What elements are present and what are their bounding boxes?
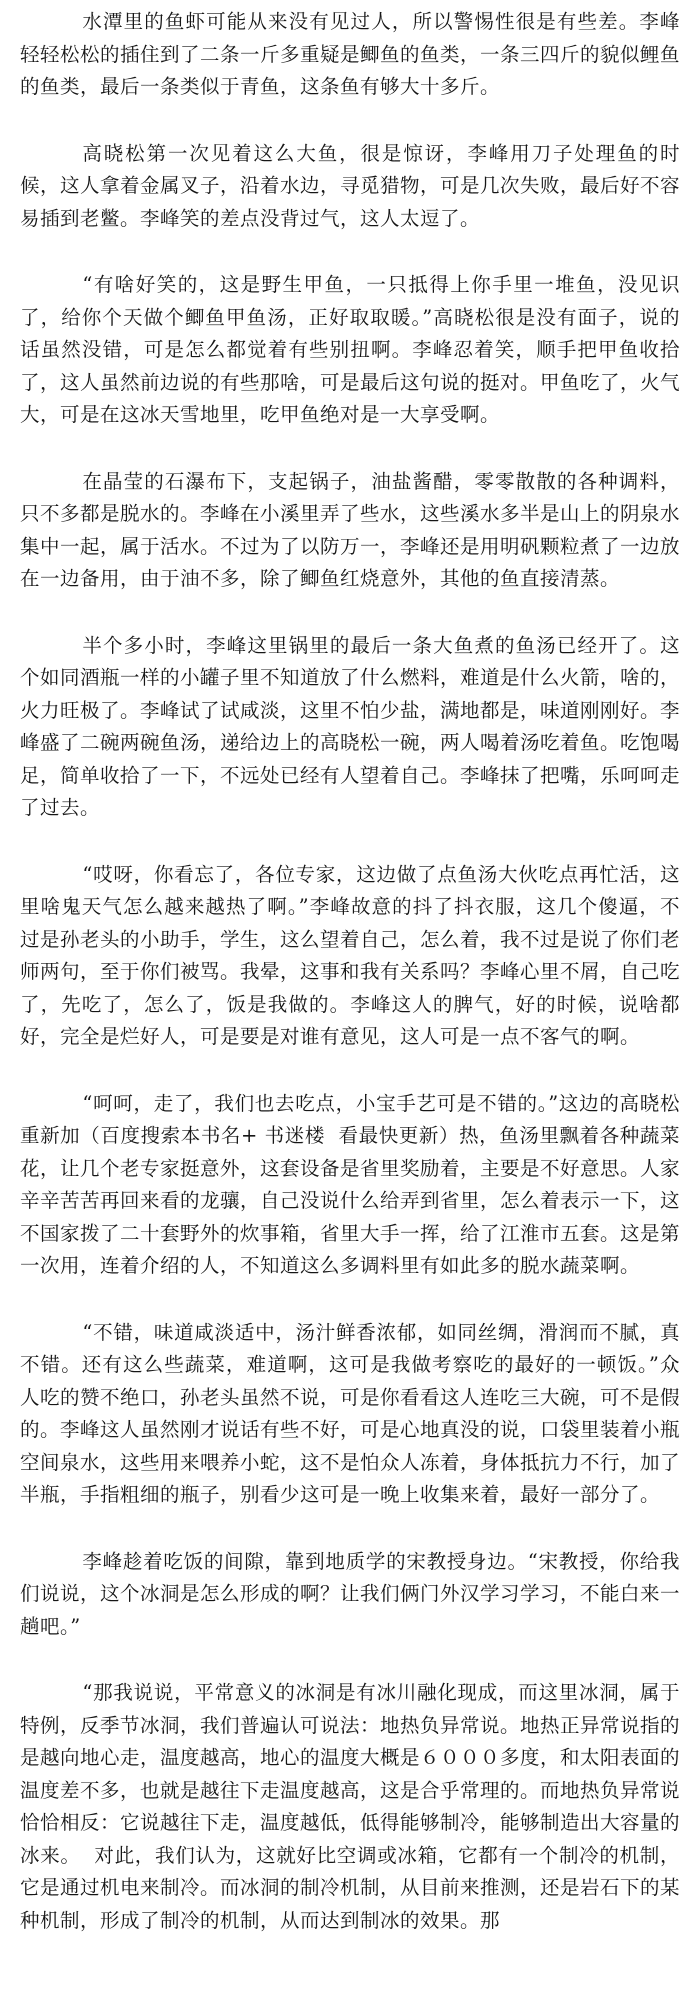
paragraph: “呵呵，走了，我们也去吃点，小宝手艺可是不错的。”这边的高晓松重新加（百度搜索本书名+ 书迷楼 看最快更新）热，鱼汤里飘着各种蔬菜花，让几个老专家挺意外，这套设备是省里奖励着，主要是不好意思。人家辛辛苦苦再回来看的龙骧，自己没说什么给弄到省里，怎么着表示一下，这不国家拨了二十套野外的炊事箱，省里大手一挥，给了江淮市五套。这是第一次用，连着介绍的人，不知道这么多调料里有如此多的脱水蔬菜啊。 (20, 1091, 681, 1277)
paragraph: 在晶莹的石瀑布下，支起锅子，油盐酱醋，零零散散的各种调料，只不多都是脱水的。李峰在小溪里弄了些水，这些溪水多半是山上的阴泉水集中一起，属于活水。不过为了以防万一，李峰还是用明矾颗粒煮了一边放在一边备用，由于油不多，除了鲫鱼红烧意外，其他的鱼直接清蒸。 (20, 469, 681, 590)
paragraph: “有啥好笑的，这是野生甲鱼，一只抵得上你手里一堆鱼，没见识了，给你个天做个鲫鱼甲鱼汤，正好取取暖。”高晓松很是没有面子，说的话虽然没错，可是怎么都觉着有些别扭啊。李峰忍着笑，顺手把甲鱼收拾了，这人虽然前边说的有些那啥，可是最后这句说的挺对。甲鱼吃了，火气大，可是在这冰天雪地里，吃甲鱼绝对是一大享受啊。 (20, 273, 681, 426)
paragraph: 半个多小时，李峰这里锅里的最后一条大鱼煮的鱼汤已经开了。这个如同酒瓶一样的小罐子里不知道放了什么燃料，难道是什么火箭，啥的，火力旺极了。李峰试了试咸淡，这里不怕少盐，满地都是，味道刚刚好。李峰盛了二碗两碗鱼汤，递给边上的高晓松一碗，两人喝着汤吃着鱼。吃饱喝足，简单收拾了一下，不远处已经有人望着自己。李峰抹了把嘴，乐呵呵走了过去。 (20, 633, 681, 819)
paragraph: “哎呀，你看忘了，各位专家，这边做了点鱼汤大伙吃点再忙活，这里啥鬼天气怎么越来越热了啊。”李峰故意的抖了抖衣服，这几个傻逼，不过是孙老头的小助手，学生，这么望着自己，怎么着，我不过是说了你们老师两句，至于你们被骂。我晕，这事和我有关系吗？李峰心里不屑，自己吃了，先吃了，怎么了，饭是我做的。李峰这人的脾气，好的时候，说啥都好，完全是烂好人，可是要是对谁有意见，这人可是一点不客气的啊。 (20, 862, 681, 1048)
paragraph: “那我说说，平常意义的冰洞是有冰川融化现成，而这里冰洞，属于特例，反季节冰洞，我们普遍认可说法：地热负异常说。地热正异常说指的是越向地心走，温度越高，地心的温度大概是６０００多度，和太阳表面的温度差不多，也就是越往下走温度越高，这是合乎常理的。而地热负异常说恰恰相反：它说越往下走，温度越低，低得能够制冷，能够制造出大容量的冰来。 对此，我们认为，这就好比空调或冰箱，它都有一个制冷的机制，它是通过机电来制冷。而冰洞的制冷机制，从目前来推测，还是岩石下的某种机制，形成了制冷的机制，从而达到制冰的效果。那 (20, 1681, 681, 1932)
paragraph: 水潭里的鱼虾可能从来没有见过人，所以警惕性很是有些差。李峰轻轻松松的插住到了二条一斤多重疑是鲫鱼的鱼类，一条三四斤的貌似鲤鱼的鱼类，最后一条类似于青鱼，这条鱼有够大十多斤。 (20, 10, 681, 98)
paragraph: 李峰趁着吃饭的间隙，靠到地质学的宋教授身边。“宋教授，你给我们说说，这个冰洞是怎么形成的啊？让我们俩门外汉学习学习，不能白来一趟吧。” (20, 1549, 681, 1638)
paragraph: “不错，味道咸淡适中，汤汁鲜香浓郁，如同丝绸，滑润而不腻，真不错。还有这么些蔬菜，难道啊，这可是我做考察吃的最好的一顿饭。”众人吃的赞不绝口，孙老头虽然不说，可是你看看这人连吃三大碗，可不是假的。李峰这人虽然刚才说话有些不好，可是心地真没的说，口袋里装着小瓶空间泉水，这些用来喂养小蛇，这不是怕众人冻着，身体抵抗力不行，加了半瓶，手指粗细的瓶子，别看少这可是一晚上收集来着，最好一部分了。 (20, 1320, 681, 1506)
paragraph: 高晓松第一次见着这么大鱼，很是惊讶，李峰用刀子处理鱼的时候，这人拿着金属叉子，沿着水边，寻觅猎物，可是几次失败，最后好不容易插到老鳖。李峰笑的差点没背过气，这人太逗了。 (20, 141, 681, 230)
